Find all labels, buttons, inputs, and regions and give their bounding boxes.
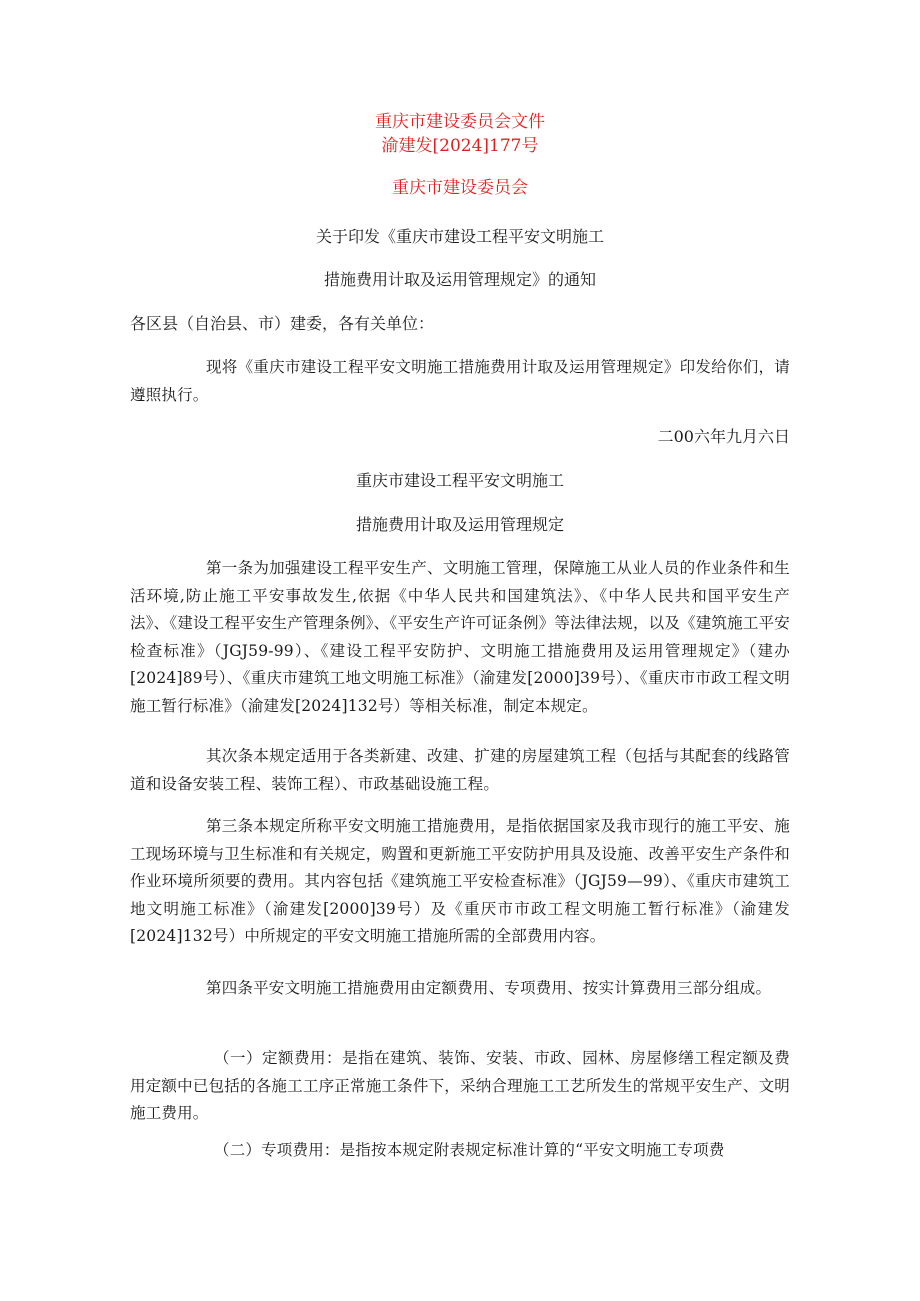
notice-title-line1: 关于印发《重庆市建设工程平安文明施工 [315, 227, 604, 246]
article-3: 第三条本规定所称平安文明施工措施费用，是指依据国家及我市现行的施工平安、施工现场环境与卫生标准和有关规定，购置和更新施工平安防护用具及设施、改善平安生产条件和作业环境所须要的费用。其内容包括《建筑施工平安检查标准》（JGJ59—99）、《重庆市建筑工地文明施工标准》（渝建发[2000]39号）及《重厌市市政工程文明施工暂行标准》（渝建发[2024]132号）中所规定的平安文明施工措施所需的全部费用内容。 [130, 817, 790, 945]
addressee: 各区县（自治县、市）建委，各有关单位： [130, 314, 435, 333]
issuer: 重庆市建设委员会 [392, 178, 528, 198]
doc-title: 重庆市建设委员会文件 [375, 112, 545, 132]
doc-number: 渝建发[2024]177号 [381, 136, 539, 156]
article-4: 第四条平安文明施工措施费用由定额费用、专项费用、按实计算费用三部分组成。 [206, 979, 772, 997]
notice-title-line2: 措施费用计取及运用管理规定》的通知 [323, 270, 596, 289]
item-2: （二）专项费用：是指按本规定附表规定标准计算的“平安文明施工专项费 [214, 1141, 725, 1159]
item-1: （一）定额费用：是指在建筑、装饰、安装、市政、园林、房屋修缮工程定额及费用定额中已包括的各施工工序正常施工条件下，采纳合理施工工艺所发生的常规平安生产、文明施工费用。 [130, 1049, 790, 1122]
document-header [0, 110, 920, 158]
article-2: 其次条本规定适用于各类新建、改建、扩建的房屋建筑工程（包括与其配套的线路管道和设备安装工程、装饰工程）、市政基础设施工程。 [130, 747, 790, 793]
regulation-title-line1: 重庆市建设工程平安文明施工 [355, 471, 564, 490]
regulation-title-line2: 措施费用计取及运用管理规定 [355, 515, 564, 534]
notice-body: 现将《重庆市建设工程平安文明施工措施费用计取及运用管理规定》印发给你们，请遵照执行。 [130, 358, 790, 404]
notice-date: 二00六年九月六日 [657, 427, 790, 446]
article-1: 第一条为加强建设工程平安生产、文明施工管理，保障施工从业人员的作业条件和生活环境,防止施工平安事故发生,依据《中华人民共和国建筑法》、《中华人民共和国平安生产法》、《建设工程平安生产管理条例》、《平安生产许可证条例》等法律法规，以及《建筑施工平安检查标准》（JGJ59-99）、《建设工程平安防护、文明施工措施费用及运用管理规定》（建办[2024]89号）、《重庆市建筑工地文明施工标准》（渝建发[2000]39号）、《重庆市市政工程文明施工暂行标准》（渝建发[2024]132号）等相关标准，制定本规定。 [130, 559, 790, 715]
